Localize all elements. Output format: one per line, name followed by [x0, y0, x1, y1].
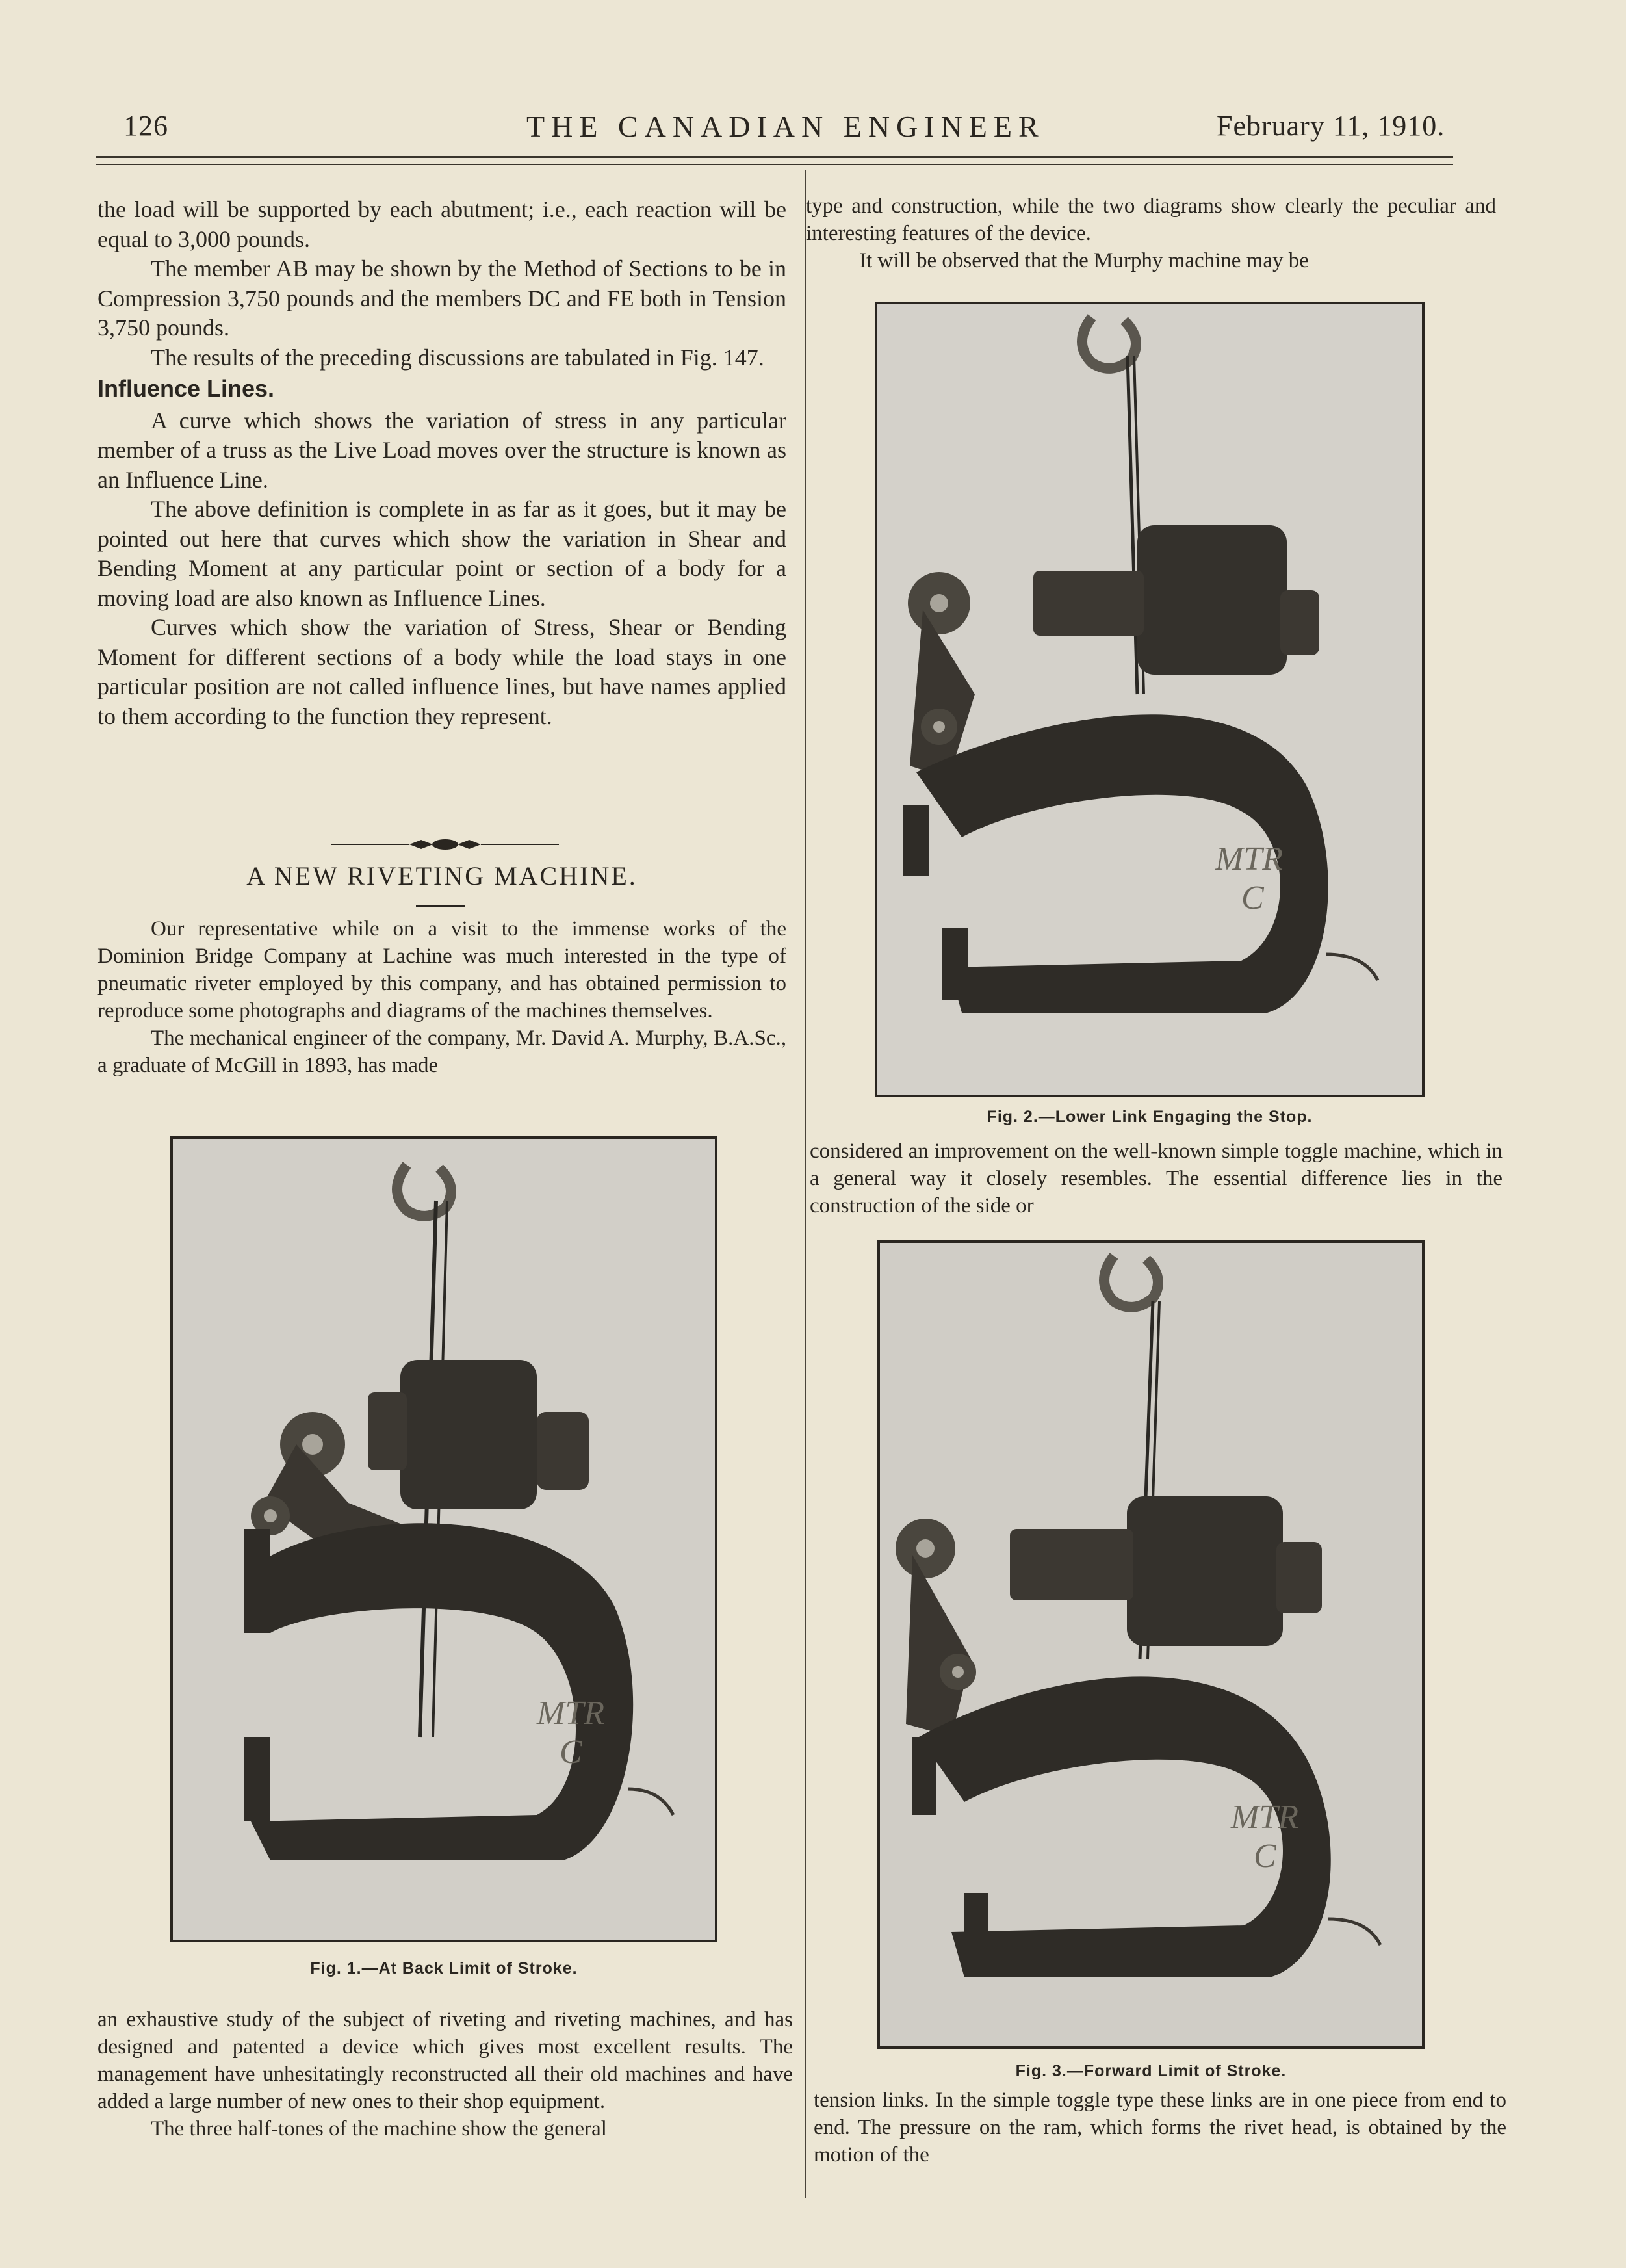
section-heading: Influence Lines. [97, 375, 275, 402]
title-rule [416, 905, 465, 907]
right-column-middle [810, 1138, 1503, 1219]
svg-text:C: C [1254, 1838, 1276, 1875]
paragraph: The mechanical engineer of the company, Mr. David A. Murphy, B.A.Sc., a graduate of McGill in 1893, has made [97, 1026, 786, 1077]
paragraph: It will be observed that the Murphy machine may be [859, 249, 1309, 272]
ornament-divider [331, 837, 559, 852]
figure-1-photo [170, 1136, 717, 1942]
left-column-top [97, 195, 786, 731]
paragraph: tension links. In the simple toggle type these links are in one piece from end to end. The pressure on the ram, which forms the rivet head, is obtained by the motion of the [814, 2089, 1506, 2167]
figure-2-caption: Fig. 2.—Lower Link Engaging the Stop. [987, 1108, 1313, 1126]
header-rule-thin [96, 164, 1453, 165]
svg-text:MTR: MTR [1231, 1799, 1298, 1836]
header-rule [96, 156, 1453, 158]
paragraph: Our representative while on a visit to the immense works of the Dominion Bridge Company at Lachine was much interested in the type of pneumatic riveter employed by this company, and has obtained permission to reproduce some photographs and diagrams of the machines themselves. [97, 917, 786, 1023]
journal-title: THE CANADIAN ENGINEER [526, 110, 1045, 143]
svg-text:C: C [1241, 880, 1264, 917]
right-column-top [806, 192, 1496, 274]
svg-text:MTR: MTR [537, 1695, 604, 1732]
paragraph: A curve which shows the variation of stress in any particular member of a truss as the Live Load moves over the structure is known as an Influence Line. [97, 407, 786, 493]
paragraph: the load will be supported by each abutment; i.e., each reaction will be equal to 3,000 pounds. [97, 196, 786, 252]
paragraph: The three half-tones of the machine show the general [151, 2117, 607, 2141]
paragraph: The results of the preceding discussions are tabulated in Fig. 147. [151, 344, 764, 371]
svg-text:MTR: MTR [1215, 841, 1283, 878]
column-divider [805, 170, 806, 2198]
riveter-photo-lower-link [877, 304, 1422, 1095]
paragraph: type and construction, while the two diagrams show clearly the peculiar and interesting features of the device. [806, 194, 1496, 245]
article-title: A NEW RIVETING MACHINE. [246, 861, 638, 891]
right-column-bottom [814, 2087, 1506, 2169]
page-number: 126 [123, 110, 168, 142]
issue-date: February 11, 1910. [1217, 110, 1445, 142]
paragraph: The above definition is complete in as far as it goes, but it may be pointed out here that curves which show the variation in Shear and Bending Moment at any particular point or section of a body for a moving load are also known as Influence Lines. [97, 496, 786, 611]
paragraph: considered an improvement on the well-known simple toggle machine, which in a general way it closely resembles. The essential difference lies in the construction of the side or [810, 1140, 1503, 1218]
paragraph: an exhaustive study of the subject of riveting and riveting machines, and has designed and patented a device which gives most excellent results. The management have unhesitatingly reconstructed all their old machines and have added a large number of new ones to their shop equipment. [97, 2008, 793, 2113]
figure-1-caption: Fig. 1.—At Back Limit of Stroke. [310, 1959, 578, 1977]
paragraph: The member AB may be shown by the Method of Sections to be in Compression 3,750 pounds and the members DC and FE both in Tension 3,750 pounds. [97, 255, 786, 341]
article-body-left [97, 2006, 793, 2143]
article-intro [97, 915, 786, 1079]
figure-3-photo [877, 1240, 1425, 2049]
riveter-photo-back-limit [173, 1139, 715, 1940]
figure-2-photo [875, 302, 1425, 1097]
figure-3-caption: Fig. 3.—Forward Limit of Stroke. [1015, 2062, 1287, 2080]
svg-text:C: C [560, 1734, 582, 1771]
paragraph: Curves which show the variation of Stress, Shear or Bending Moment for different sections of a body while the load stays in one particular position are not called influence lines, but have names applied to them according to the function they represent. [97, 614, 786, 729]
riveter-photo-forward-limit [880, 1243, 1422, 2046]
